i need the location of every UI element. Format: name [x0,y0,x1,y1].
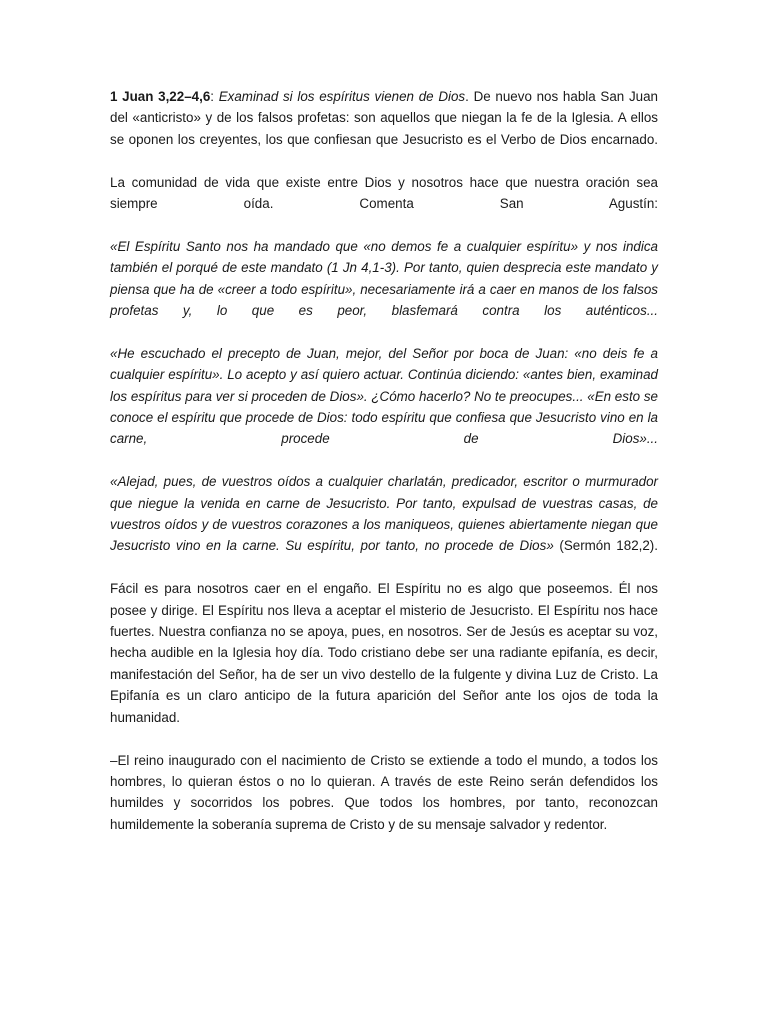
reading-title: Examinad si los espíritus vienen de Dios [218,89,466,104]
paragraph-community: La comunidad de vida que existe entre Dios y nosotros hace que nuestra oración sea siempre oída. Comenta San Agustín: [110,174,658,212]
sermon-citation: (Sermón 182,2). [553,538,658,554]
reference-colon: : [210,89,219,104]
document-page [110,86,658,857]
scripture-reference: 1 Juan 3,22–4,6 [110,89,211,104]
quote-augustine-2: «He escuchado el precepto de Juan, mejor, del Señor por boca de Juan: «no deis fe a cualquier espíritu». Lo acepto y así quiero actuar. Continúa diciendo: «antes bien, examinad los espíritus para ver si proceden de Dios». ¿Cómo hacerlo? No te preocupes... «En esto se conoce el espíritu que procede de Dios: todo espíritu que confiesa que Jesucristo vino en la carne, procede de Dios»... [110,345,658,447]
quote-augustine-1: «El Espíritu Santo nos ha mandado que «no demos fe a cualquier espíritu» y nos indica también el porqué de este mandato (1 Jn 4,1-3). Por tanto, quien desprecia este mandato y piensa que ha de «creer a todo espíritu», necesariamente irá a caer en manos de los falsos profetas y, lo que es peor, blasfemará contra los auténticos... [110,238,658,319]
quote-augustine-3-text: «Alejad, pues, de vuestros oídos a cualquier charlatán, predicador, escritor o murmurador que niegue la venida en carne de Jesucristo. Por tanto, expulsad de vuestras casas, de vuestros oídos y de vuestros corazones a los maniqueos, quienes abiertamente niegan que Jesucristo vino en la carne. Su espíritu, por tanto, no procede de Dios» [110,474,658,554]
paragraph-kingdom: –El reino inaugurado con el nacimiento de Cristo se extiende a todo el mundo, a todos los hombres, lo quieran éstos o no lo quieran. A través de este Reino serán defendidos los humildes y socorridos los pobres. Que todos los hombres, por tanto, reconozcan humildemente la soberanía suprema de Cristo y de su mensaje salvador y redentor. [110,752,658,832]
paragraph-intro [110,86,658,150]
paragraph-spirit: Fácil es para nosotros caer en el engaño. El Espíritu no es algo que poseemos. Él nos posee y dirige. El Espíritu nos lleva a aceptar el misterio de Jesucristo. El Espíritu nos hace fuertes. Nuestra confianza no se apoya, pues, en nosotros. Ser de Jesús es aceptar su voz, hecha audible en la Iglesia hoy día. Todo cristiano debe ser una radiante epifanía, es decir, manifestación del Señor, ha de ser un vivo destello de la fulgente y divina Luz de Cristo. La Epifanía es un claro anticipo de la futura aparición del Señor ante los ojos de toda la humanidad. [110,581,658,725]
quote-augustine-3 [110,471,658,557]
intro-text: . De nuevo nos habla San Juan del «anticristo» y de los falsos profetas: son aquellos que niegan la fe de la Iglesia. A ellos se oponen los creyentes, los que confiesan que Jesucristo es el Verbo de Dios encarnado. [110,89,658,147]
